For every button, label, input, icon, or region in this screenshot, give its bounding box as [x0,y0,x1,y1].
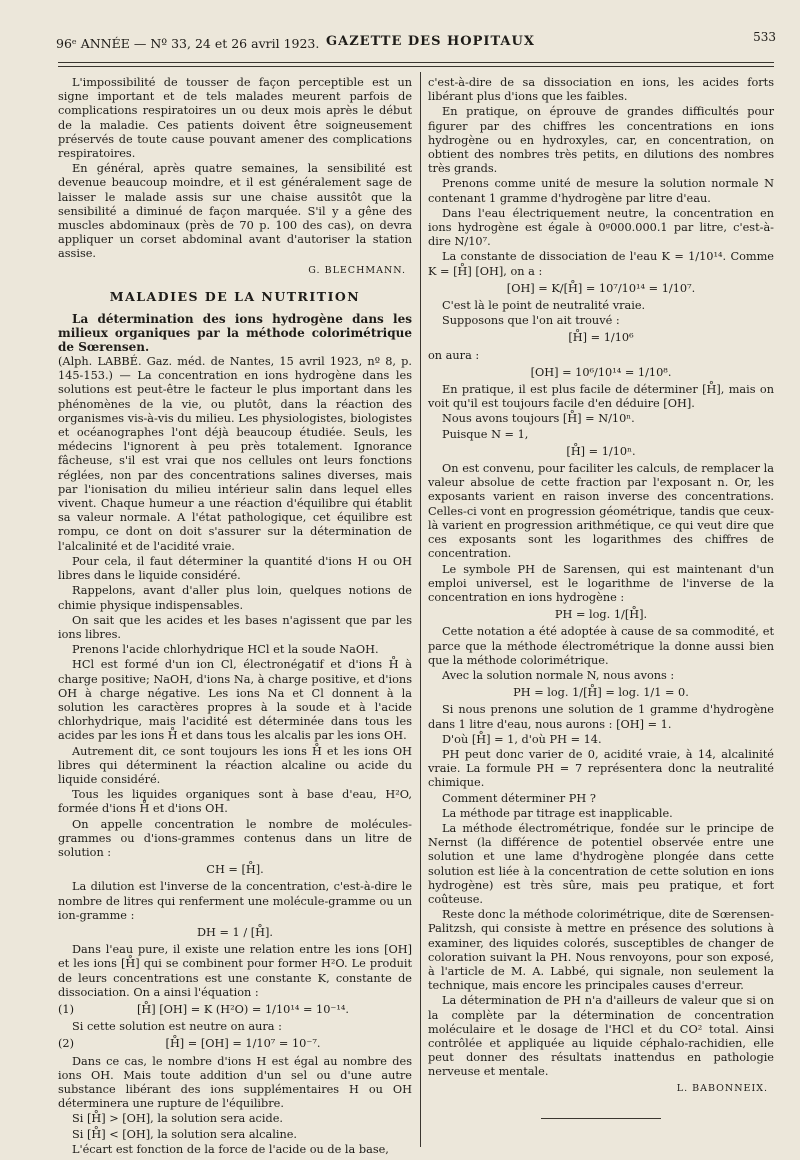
formula-number: (2) [58,1037,75,1051]
paragraph: C'est là le point de neutralité vraie. [442,299,646,313]
article-title: La détermination des ions hydrogène dans les milieux organiques par la méthode colorimétrique de Sœrensen. [58,312,412,355]
section-heading: MALADIES DE LA NUTRITION [109,288,361,304]
paragraph: Cette notation a été adoptée à cause de sa commodité, et parce que la méthode électrométrique la donne aussi bien que la méthode colorimétrique. [428,625,774,667]
paragraph: Si nous prenons une solution de 1 gramme d'hydrogène dans 1 litre d'eau, nous aurons : [OH] = 1. [428,703,774,731]
formula: [OH] = 10⁶/10¹⁴ = 1/10⁸. [530,365,672,379]
paragraph: Reste donc la méthode colorimétrique, dite de Sœrensen-Palitzsh, qui consiste à mettre en présence des solutions à examiner, des liquides colorés, susceptibles de changer de coloration suivant la PH. Nous renvoyons, pour son exposé, à l'article de M. A. Labbé, qui signale, non seulement la technique, mais encore les principales causes d'erreur. [428,908,774,993]
paragraph: La méthode par titrage est inapplicable. [442,806,673,820]
paragraph: PH peut donc varier de 0, acidité vraie, à 14, alcalinité vraie. La formule PH = 7 représentera donc la neutralité chimique. [428,747,774,790]
paragraph: on aura : [428,348,480,362]
left-column [58,76,412,1158]
paragraph: Dans ce cas, le nombre d'ions H est égal au nombre des ions OH. Mais toute addition d'un sel ou d'une autre substance libérant des ions supplémentaires H ou OH déterminera une rupture de l'équilibre. [58,1054,412,1111]
paragraph: Prenons comme unité de mesure la solution normale N contenant 1 gramme d'hydrogène par litre d'eau. [428,177,774,205]
paragraph: En pratique, il est plus facile de déterminer [H̊], mais on voit qu'il est toujours facile d'en déduire [OH]. [428,383,774,411]
numbered-formula [58,1003,412,1017]
issue-info: 96ᵉ ANNÉE — Nº 33, 24 et 26 avril 1923. [56,36,320,51]
header-rule [58,62,774,63]
paragraph: Si [H̊] > [OH], la solution sera acide. [72,1112,284,1126]
page-number: 533 [753,30,776,44]
paragraph: Avec la solution normale N, nous avons : [442,668,675,682]
column-divider [420,72,421,1147]
formula-number: (1) [58,1002,75,1016]
paragraph: Comment déterminer PH ? [442,791,596,805]
formula: CH = [H̊]. [206,863,264,877]
formula: [H̊] [OH] = K (H²O) = 1/10¹⁴ = 10⁻¹⁴. [136,1002,350,1016]
numbered-formula [58,1037,412,1051]
paragraph: HCl est formé d'un ion Cl, électronégatif et d'ions H̊ à charge positive; NaOH, d'ions Na, à charge positive, et d'ions OH à charge négative. Les ions Na et Cl donnent à la solution les caractères propres à la soude et à l'acide chlorhydrique, mais l'acidité est déterminée dans tous les acides par les ions H̊ et dans tous les alcalis par les ions OH. [58,658,412,743]
paragraph: Dans l'eau électriquement neutre, la concentration en ions hydrogène est égale à 0ᵍ000.000.1 par litre, c'est-à-dire N/10⁷. [428,206,774,249]
journal-title: GAZETTE DES HOPITAUX [326,34,535,49]
paragraph: Nous avons toujours [H̊] = N/10ⁿ. [442,412,635,426]
paragraph: c'est-à-dire de sa dissociation en ions, les acides forts libérant plus d'ions que les faibles. [428,76,774,104]
paragraph: Rappelons, avant d'aller plus loin, quelques notions de chimie physique indispensables. [58,584,412,612]
paragraph: Prenons l'acide chlorhydrique HCl et la soude NaOH. [72,643,379,657]
paragraph: Dans l'eau pure, il existe une relation entre les ions [OH] et les ions [H̊] qui se combinent pour former H²O. Le produit de leurs concentrations est une constante K, constante de dissociation. On a ainsi l'équation : [58,943,412,999]
paragraph: Supposons que l'on ait trouvé : [442,314,620,328]
paragraph: Si [H̊] < [OH], la solution sera alcaline. [72,1127,298,1141]
formula: PH = log. 1/[H̊] = log. 1/1 = 0. [513,686,689,700]
paragraph: La constante de dissociation de l'eau K = 1/10¹⁴. Comme K = [H̊] [OH], on a : [428,250,774,278]
paragraph: Pour cela, il faut déterminer la quantité d'ions H ou OH libres dans le liquide considéré. [58,554,412,583]
header-rule-2 [58,66,774,67]
paragraph: Tous les liquides organiques sont à base d'eau, H²O, formée d'ions H̊ et d'ions OH. [58,788,412,816]
formula: PH = log. 1/[H̊]. [554,608,648,622]
paragraph: La dilution est l'inverse de la concentration, c'est-à-dire le nombre de litres qui renferment une molécule-gramme ou un ion-gramme : [58,880,412,922]
paragraph: Si cette solution est neutre on aura : [72,1020,282,1034]
formula: [OH] = K/[H̊] = 10⁷/10¹⁴ = 1/10⁷. [506,281,696,295]
author-signature: L. BABONNEIX. [676,1082,768,1094]
paragraph: L'écart est fonction de la force de l'acide ou de la base, [72,1142,389,1156]
page-header [56,28,776,56]
paragraph: La détermination de PH n'a d'ailleurs de valeur que si on la complète par la détermination de concentration moléculaire et le dosage de l'HCl et du CO² total. Ainsi contrôlée et appliquée au liquide céphalo-rachidien, elle peut donner des résultats inattendus en pathologie nerveuse et mentale. [428,994,774,1079]
paragraph: (Alph. LABBÉ. Gaz. méd. de Nantes, 15 avril 1923, nº 8, p. 145-153.) — La concentration en ions hydrogène dans les solutions est peut-être le facteur le plus important dans les phénomènes de la vie, ou plutôt, dans la réaction des organismes vis-à-vis du milieu. Les physiologistes, biologistes et océanographes l'ont déjà beaucoup étudiée. Seuls, les médecins l'ignorent à peu près totalement. Ignorance fâcheuse, s'il est vrai que nos cellules ont leurs fonctions réglées, non par des concentrations salines diverses, mais par l'ionisation du milieu intérieur salin dans lequel elles vivent. Chaque humeur a une réaction d'équilibre qui établit sa valeur normale. A l'état pathologique, cet équilibre est rompu, ce dont on doit s'assurer sur la détermination de l'alcalinité et de l'acidité vraie. [58,355,412,553]
end-rule [541,1118,661,1119]
paragraph: Le symbole PH de Sarensen, qui est maintenant d'un emploi universel, est le logarithme de l'inverse de la concentration en ions hydrogène : [428,562,774,604]
paragraph: L'impossibilité de tousser de façon perceptible est un signe important et de tels malades meurent parfois de complications respiratoires un ou deux mois après le début de la maladie. Ces patients doivent être soigneusement préservés de toute cause pouvant amener des complications respiratoires. [58,76,412,161]
formula: [H̊] = [OH] = 1/10⁷ = 10⁻⁷. [165,1037,321,1051]
paragraph: On appelle concentration le nombre de molécules-grammes ou d'ions-grammes contenus dans un litre de solution : [58,817,412,859]
paragraph: On sait que les acides et les bases n'agissent que par les ions libres. [58,613,412,641]
formula: DH = 1 / [H̊]. [197,925,273,939]
paragraph: En pratique, on éprouve de grandes difficultés pour figurer par des chiffres les concentrations en ions hydrogène ou en hydroxyles, car, en concentration, on obtient des nombres très petits, en dilutions des nombres très grands. [428,105,774,176]
paragraph: On est convenu, pour faciliter les calculs, de remplacer la valeur absolue de cette fraction par l'exposant n. Or, les exposants varient en raison inverse des concentrations. Celles-ci vont en progression géométrique, tandis que ceux-là varient en progression arithmétique, ce qui veut dire que ces exposants sont les logarithmes des chiffres de concentration. [428,462,774,561]
author-signature: G. BLECHMANN. [308,264,406,276]
right-column [428,76,774,1119]
paragraph: En général, après quatre semaines, la sensibilité est devenue beaucoup moindre, et il est généralement sage de laisser le malade assis sur une chaise aussitôt que la sensibilité a diminué de façon marquée. S'il y a gêne des muscles abdominaux (près de 70 p. 100 des cas), on devra appliquer un corset abdominal avant d'autoriser la station assise. [58,162,412,261]
formula: [H̊] = 1/10⁶ [568,331,634,345]
paragraph: D'où [H̊] = 1, d'où PH = 14. [442,732,602,746]
paragraph: La méthode électrométrique, fondée sur le principe de Nernst (la différence de potentiel observée entre une solution et une lame d'hydrogène plongée dans cette solution est liée à la concentration de cette solution en ions hydrogène) est très sûre, mais peu pratique, et fort coûteuse. [428,821,774,906]
formula: [H̊] = 1/10ⁿ. [566,444,636,458]
paragraph: Autrement dit, ce sont toujours les ions H̊ et les ions OH libres qui déterminent la réaction alcaline ou acide du liquide considéré. [58,744,412,786]
paragraph: Puisque N = 1, [442,427,529,441]
